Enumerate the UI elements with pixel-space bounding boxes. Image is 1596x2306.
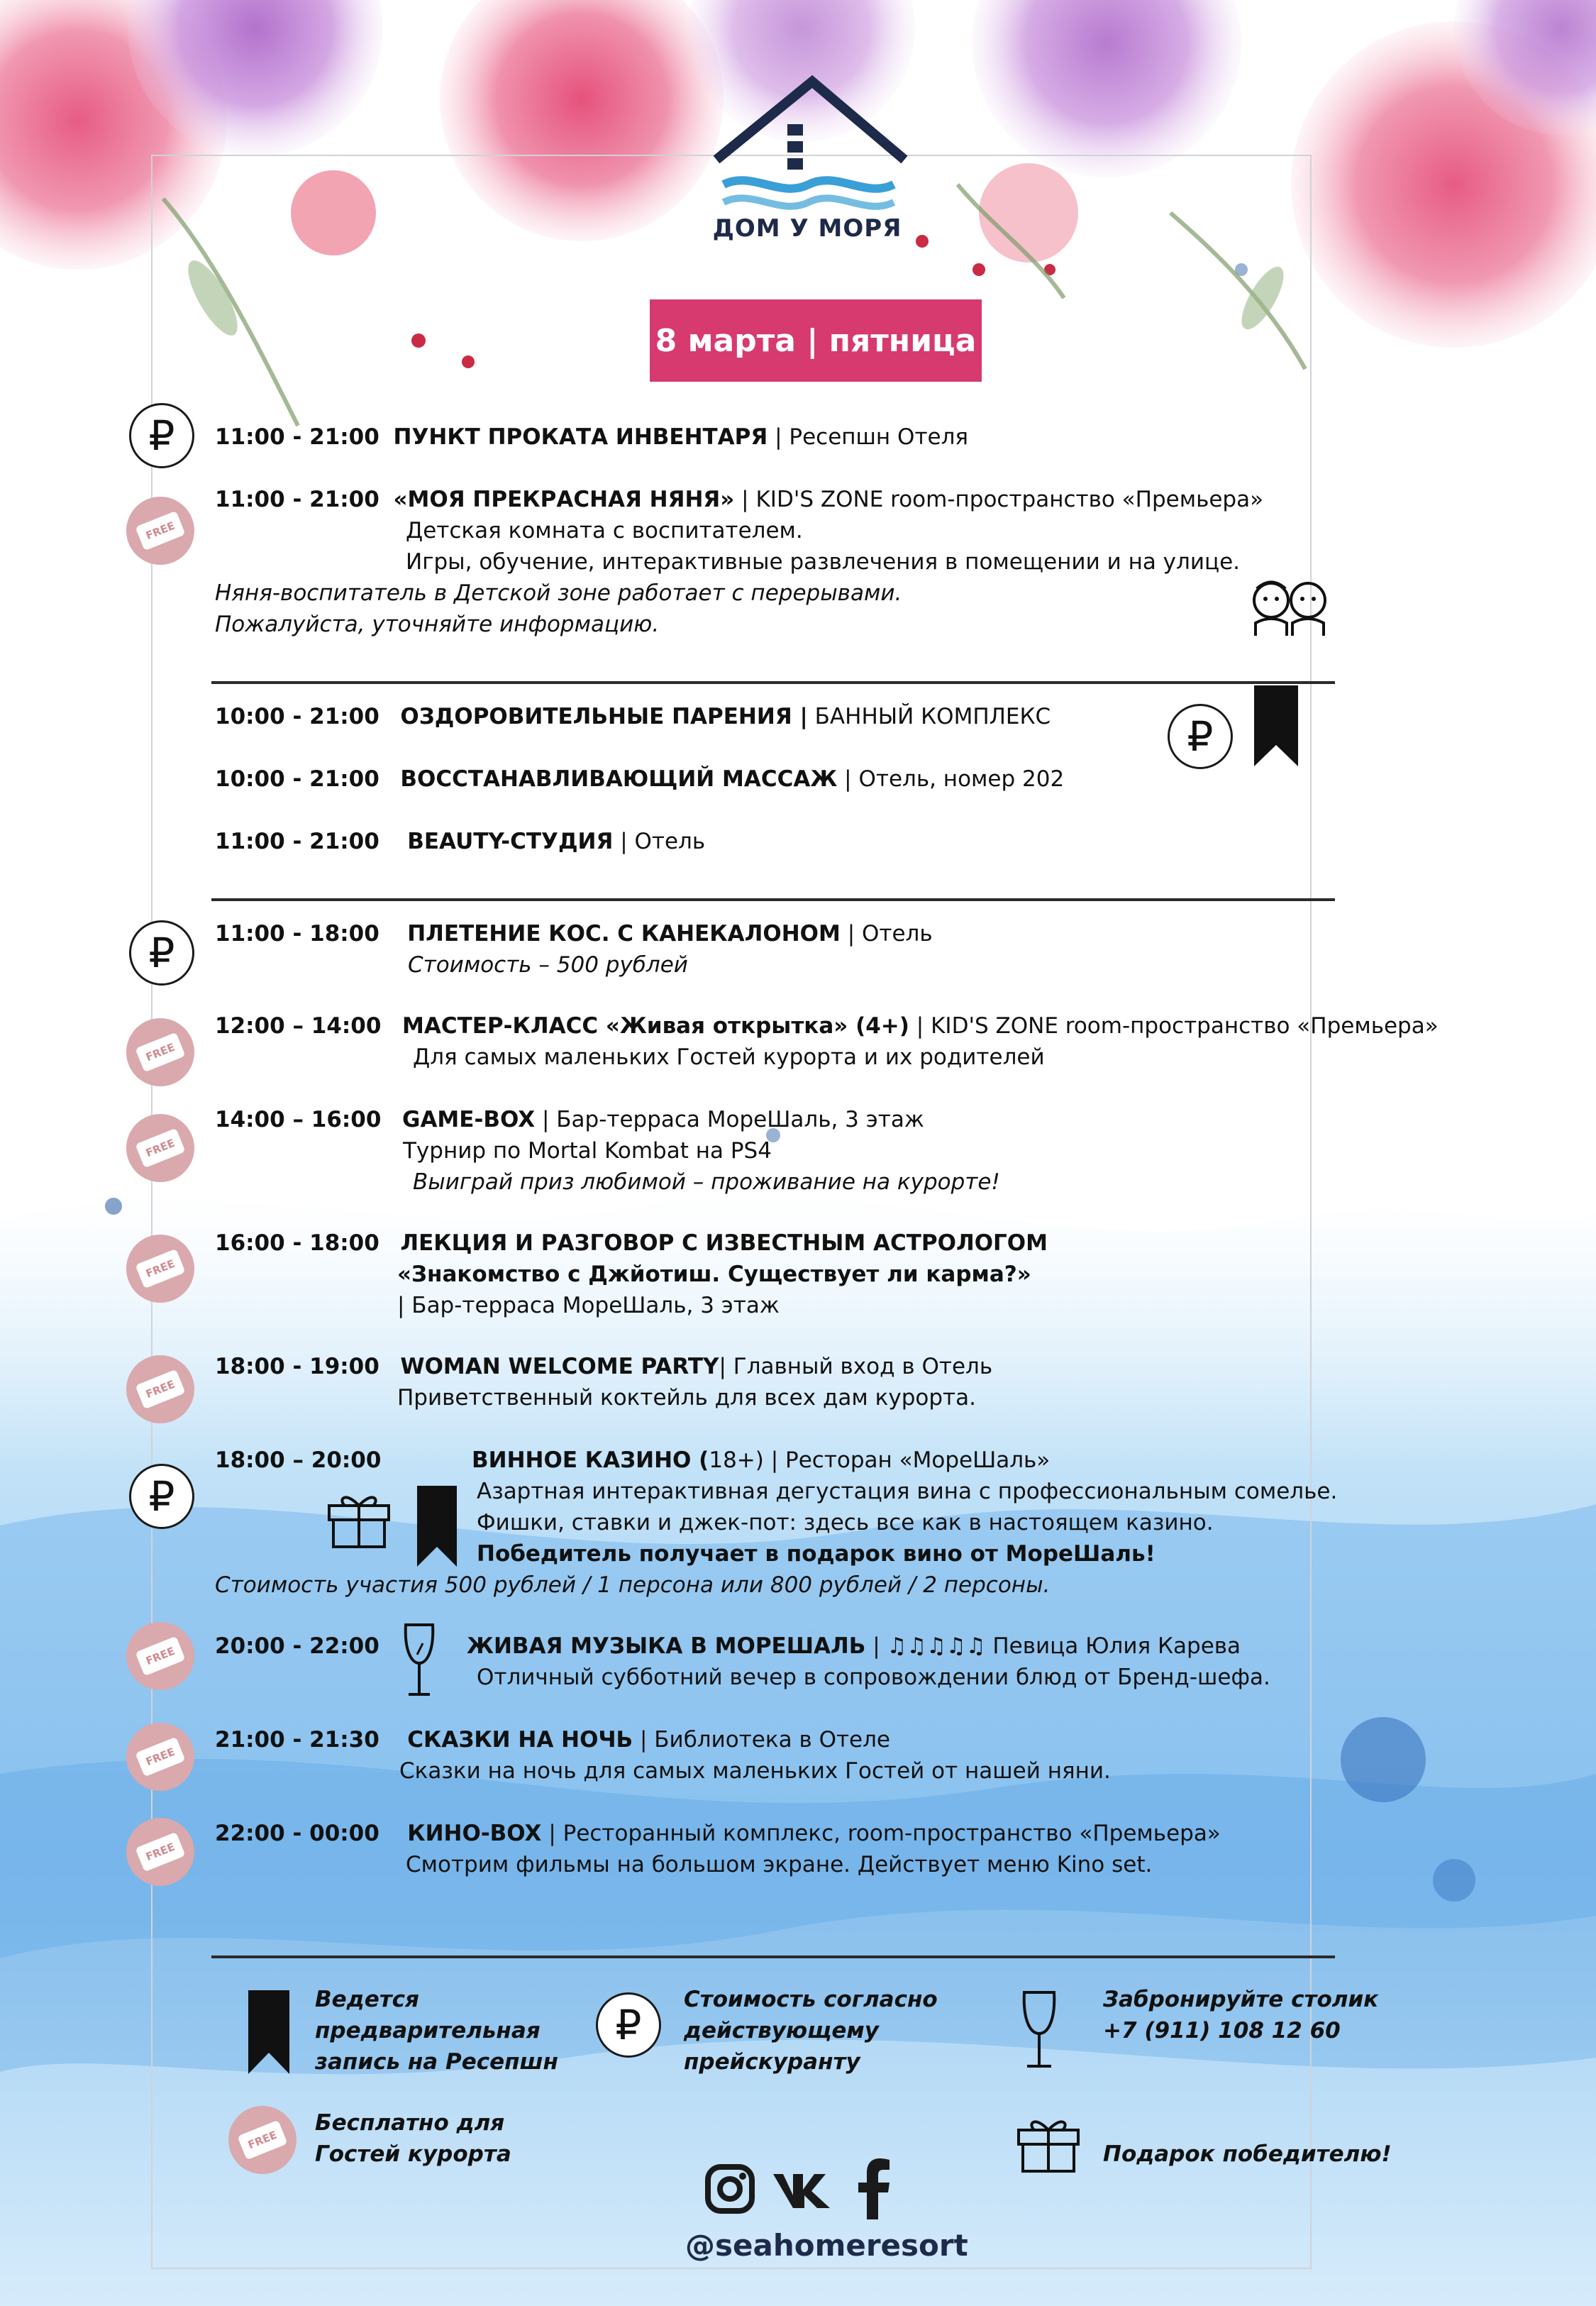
event-item: 11:00 - 21:00 ПУНКТ ПРОКАТА ИНВЕНТАРЯ | Ресепшн Отеля [215,424,969,450]
event-item: ВИННОЕ КАЗИНО (18+) | Ресторан «МореШаль» [472,1447,1051,1473]
legend-text: Ведется [315,1987,419,2012]
gift-icon [1014,2109,1082,2175]
facebook-icon[interactable] [855,2158,892,2222]
event-description: Сказки на ночь для самых маленьких Гостей от нашей няни. [399,1758,1111,1784]
divider [211,681,1335,684]
brand-name: ДОМ У МОРЯ [712,214,902,243]
event-item: 16:00 - 18:00 ЛЕКЦИЯ И РАЗГОВОР С ИЗВЕСТНЫМ АСТРОЛОГОМ [215,1230,1048,1256]
event-description: Детская комната с воспитателем. [406,518,803,544]
wine-glass-icon [401,1622,437,1703]
instagram-icon[interactable] [705,2164,755,2217]
event-time: 20:00 - 22:00 [215,1633,379,1659]
legend-text: действующему [684,2018,879,2043]
event-item: 22:00 - 00:00 КИНО-BOX | Ресторанный комплекс, room-пространство «Премьера» [215,1821,1221,1846]
free-icon: FREE [126,497,194,565]
legend-text: Бесплатно для [315,2110,505,2136]
bookmark-icon [417,1486,457,1569]
event-description: Смотрим фильмы на большом экране. Действует меню Kino set. [406,1852,1153,1877]
event-item: 14:00 – 16:00 GAME-BOX | Бар-терраса МореШаль, 3 этаж [215,1107,924,1132]
ruble-icon: ₽ [129,403,194,468]
event-description: Стоимость – 500 рублей [408,952,688,978]
divider [211,898,1335,901]
legend-text: Стоимость согласно [684,1987,938,2012]
event-note: Няня-воспитатель в Детской зоне работает с перерывами. [215,580,902,606]
free-icon: FREE [126,1818,194,1886]
event-description: Турнир по Mortal Kombat на PS4 [403,1138,772,1164]
free-icon: FREE [126,1018,194,1086]
event-item: 11:00 - 21:00 «МОЯ ПРЕКРАСНАЯ НЯНЯ» | KID'S ZONE room-пространство «Премьера» [215,487,1264,512]
event-note: Пожалуйста, уточняйте информацию. [215,612,660,637]
divider [211,1955,1335,1958]
ruble-icon: ₽ [1168,704,1233,769]
vk-icon[interactable] [772,2170,834,2212]
event-item: ЖИВАЯ МУЗЫКА В МОРЕШАЛЬ | ♫♫♫♫♫ Певица Юлия Карева [467,1633,1241,1659]
event-item: 12:00 – 14:00 МАСТЕР-КЛАСС «Живая открытка» (4+) | KID'S ZONE room-пространство «Премьера» [215,1013,1439,1039]
legend-text: предварительная [315,2018,541,2043]
event-description: «Знакомство с Джйотиш. Существует ли карма?» [397,1262,1031,1287]
event-description: Игры, обучение, интерактивные развлечения в помещении и на улице. [406,549,1241,575]
wine-glass-icon [1020,1990,1058,2075]
legend-text: Забронируйте столик [1103,1987,1379,2012]
free-icon: FREE [126,1114,194,1182]
social-handle[interactable]: @seahomeresort [685,2228,968,2263]
event-description: Фишки, ставки и джек-пот: здесь все как в настоящем казино. [477,1510,1214,1535]
event-item: 11:00 - 21:00 BEAUTY-СТУДИЯ | Отель [215,829,706,854]
event-description: | Бар-терраса МореШаль, 3 этаж [397,1293,780,1318]
event-description: Азартная интерактивная дегустация вина с профессиональным сомелье. [477,1479,1338,1504]
event-item: 10:00 - 21:00 ОЗДОРОВИТЕЛЬНЫЕ ПАРЕНИЯ | БАННЫЙ КОМПЛЕКС [215,704,1051,729]
event-item: 10:00 - 21:00 ВОССТАНАВЛИВАЮЩИЙ МАССАЖ | Отель, номер 202 [215,766,1065,792]
kids-icon [1248,573,1330,640]
event-item: 21:00 - 21:30 СКАЗКИ НА НОЧЬ | Библиотека в Отеле [215,1727,890,1753]
free-icon: FREE [228,2106,297,2174]
phone-number[interactable]: +7 (911) 108 12 60 [1103,2018,1341,2043]
event-item: 18:00 - 19:00 WOMAN WELCOME PARTY| Главный вход в Отель [215,1354,993,1379]
event-description: Победитель получает в подарок вино от МореШаль! [477,1541,1156,1567]
legend-text: прейскуранту [684,2049,860,2075]
free-icon: FREE [126,1355,194,1423]
free-icon: FREE [126,1235,194,1303]
legend-text: Гостей курорта [315,2141,511,2167]
event-description: Отличный субботний вечер в сопровождении блюд от Бренд-шефа. [477,1665,1270,1690]
legend-text: Подарок победителю! [1103,2141,1392,2167]
event-note: Выиграй приз любимой – проживание на курорте! [413,1169,1000,1195]
bookmark-icon [1254,685,1298,769]
free-icon: FREE [126,1723,194,1791]
event-description: Приветственный коктейль для всех дам курорта. [397,1385,976,1411]
event-note: Стоимость участия 500 рублей / 1 персона или 800 рублей / 2 персоны. [215,1572,1051,1598]
ruble-icon: ₽ [129,1464,194,1529]
event-item: 11:00 - 18:00 ПЛЕТЕНИЕ КОС. С КАНЕКАЛОНОМ | Отель [215,921,933,947]
legend-text: запись на Ресепшн [315,2049,558,2075]
gift-icon [325,1484,393,1551]
ruble-icon: ₽ [129,920,194,986]
page-frame [151,155,1312,2269]
event-time: 18:00 – 20:00 [215,1447,382,1473]
event-description: Для самых маленьких Гостей курорта и их родителей [413,1044,1045,1070]
free-icon: FREE [126,1622,194,1690]
ruble-icon: ₽ [596,1992,661,2058]
date-badge: 8 марта | пятница [650,299,982,382]
bookmark-icon [248,1990,289,2077]
